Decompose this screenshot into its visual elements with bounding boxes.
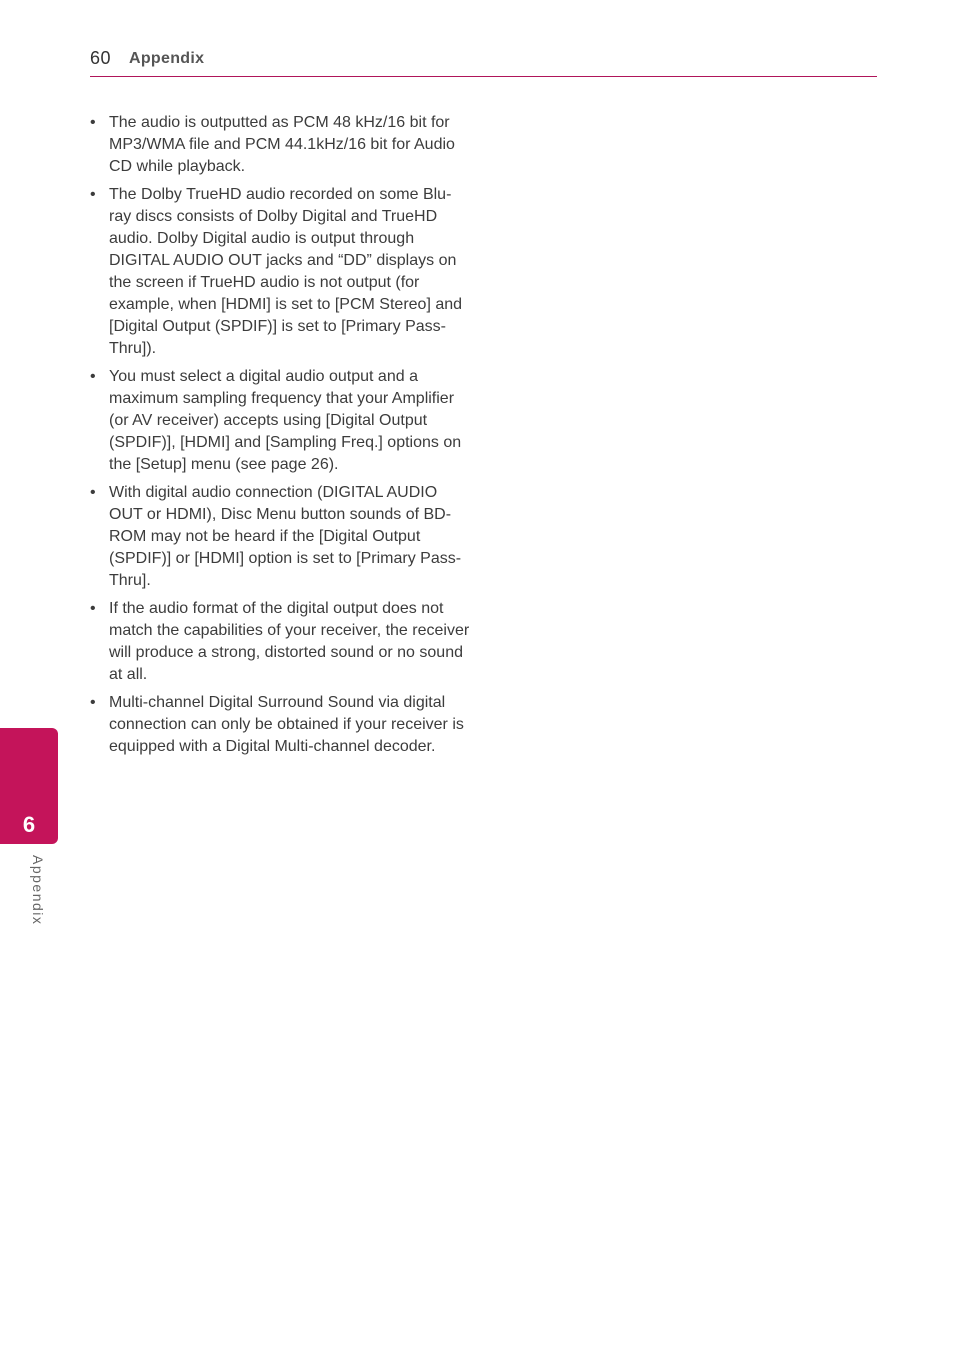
bullet-icon: • [90, 114, 96, 131]
list-item [90, 692, 470, 758]
list-item-text: The audio is outputted as PCM 48 kHz/16 bit for MP3/WMA file and PCM 44.1kHz/16 bit for Audio CD while playback. [109, 114, 455, 175]
list-item-text: You must select a digital audio output and a maximum sampling frequency that your Amplifier (or AV receiver) accepts using [Digital Output (SPDIF)], [HDMI] and [Sampling Freq.] options on the [Setup] menu (see page 26). [109, 368, 462, 473]
bullet-icon: • [90, 600, 96, 617]
page-header [90, 46, 877, 77]
section-title: Appendix [129, 50, 205, 67]
page-number: 60 [90, 48, 112, 68]
bullet-icon: • [90, 484, 96, 501]
bullet-icon: • [90, 694, 96, 711]
list-item [90, 112, 470, 178]
chapter-label: Appendix [30, 855, 46, 926]
bullet-icon: • [90, 368, 96, 385]
list-item [90, 598, 470, 686]
list-item [90, 482, 470, 592]
chapter-number: 6 [22, 812, 36, 837]
notes-list [90, 112, 470, 764]
list-item [90, 366, 470, 476]
list-item [90, 184, 470, 360]
list-item-text: With digital audio connection (DIGITAL AUDIO OUT or HDMI), Disc Menu button sounds of BD-ROM may not be heard if the [Digital Output (SPDIF)] or [HDMI] option is set to [Primary Pass-Thru]. [109, 484, 462, 589]
list-item-text: The Dolby TrueHD audio recorded on some Blu-ray discs consists of Dolby Digital and TrueHD audio. Dolby Digital audio is output through DIGITAL AUDIO OUT jacks and “DD” displays on the screen if TrueHD audio is not output (for example, when [HDMI] is set to [PCM Stereo] and [Digital Output (SPDIF)] is set to [Primary Pass-Thru]). [109, 186, 463, 357]
bullet-icon: • [90, 186, 96, 203]
list-item-text: Multi-channel Digital Surround Sound via digital connection can only be obtained if your receiver is equipped with a Digital Multi-channel decoder. [109, 694, 464, 755]
chapter-tab [0, 728, 58, 844]
list-item-text: If the audio format of the digital output does not match the capabilities of your receiver, the receiver will produce a strong, distorted sound or no sound at all. [109, 600, 470, 683]
